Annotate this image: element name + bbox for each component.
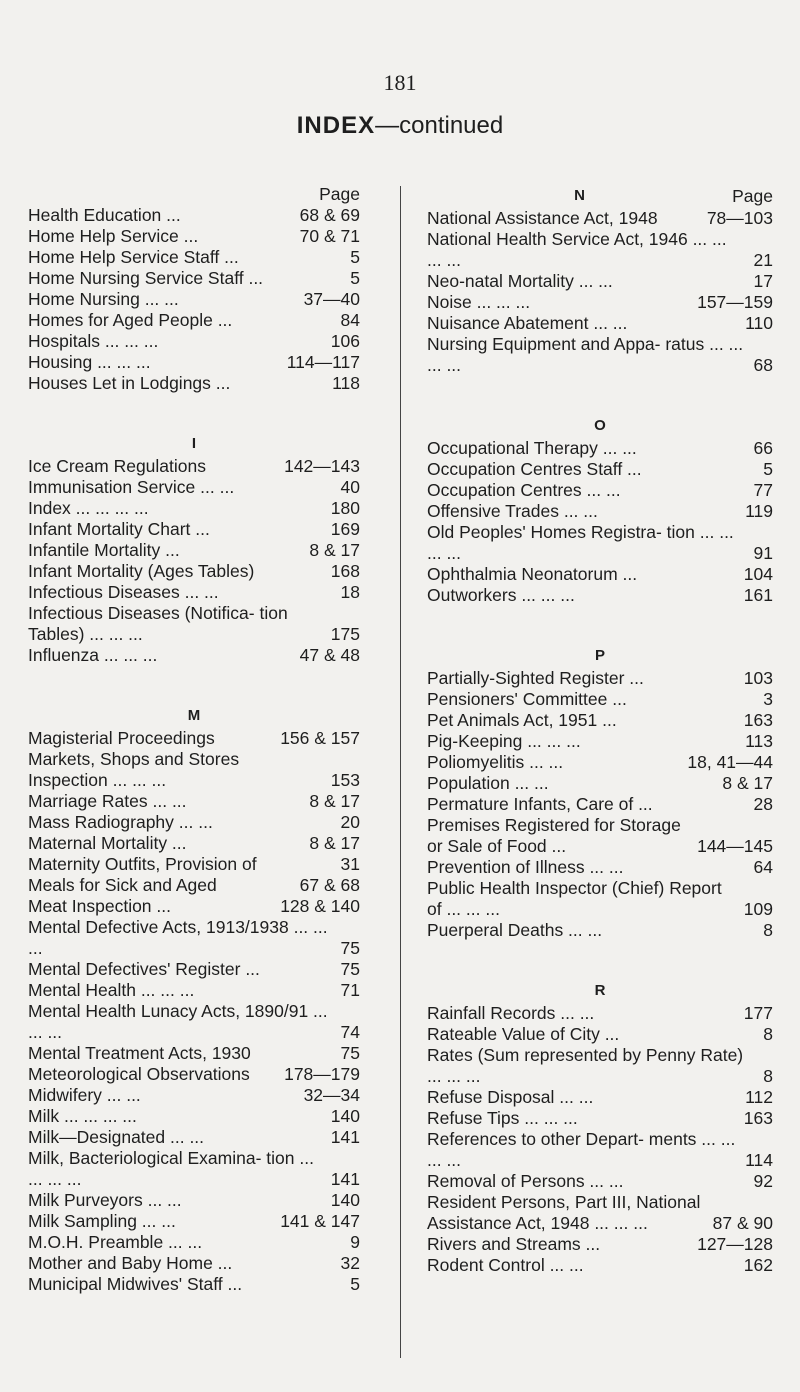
index-entry: [28, 205, 360, 226]
entry-topic: Milk Sampling ... ...: [28, 1211, 176, 1231]
entry-page-ref: 75: [340, 1043, 360, 1063]
entry-page-ref: 140: [330, 1106, 360, 1126]
entry-topic: Neo-natal Mortality ... ...: [427, 271, 613, 291]
index-entry: [28, 1253, 360, 1274]
entry-page-ref: 5: [350, 1274, 360, 1294]
entry-topic: Outworkers ... ... ...: [427, 585, 575, 605]
index-entry: [28, 1274, 360, 1295]
entry-topic: Ice Cream Regulations: [28, 456, 206, 476]
index-entry: [28, 331, 360, 352]
entry-page-ref: 32: [340, 1253, 360, 1273]
section-letter: N: [574, 187, 585, 204]
index-entry: [28, 1148, 360, 1190]
entry-page-ref: 156 & 157: [280, 728, 360, 748]
entry-topic: Hospitals ... ... ...: [28, 331, 159, 351]
entry-page-ref: 163: [743, 1108, 773, 1128]
entry-topic: Markets, Shops and Stores Inspection ... ... ...: [28, 749, 240, 790]
entry-page-ref: 103: [743, 668, 773, 688]
index-entry: [28, 352, 360, 373]
index-entry: [427, 480, 773, 501]
index-entry: [28, 1106, 360, 1127]
entry-page-ref: 68 & 69: [299, 205, 360, 225]
index-entry: [28, 645, 360, 666]
entry-page-ref: 119: [745, 501, 773, 521]
entry-page-ref: 92: [753, 1171, 773, 1191]
index-entry: [427, 1129, 773, 1171]
index-entry: [28, 1043, 360, 1064]
index-entry: [427, 1255, 773, 1276]
entry-topic: Milk—Designated ... ...: [28, 1127, 205, 1147]
entry-topic: Milk Purveyors ... ...: [28, 1190, 182, 1210]
entry-page-ref: 144—145: [697, 836, 773, 856]
entry-page-ref: 153: [330, 770, 360, 790]
index-entry: [28, 1127, 360, 1148]
entry-page-ref: 78—103: [706, 208, 773, 228]
entry-topic: Offensive Trades ... ...: [427, 501, 598, 521]
entry-page-ref: 110: [745, 313, 773, 333]
entry-topic: Mental Treatment Acts, 1930: [28, 1043, 251, 1063]
entry-topic: Pet Animals Act, 1951 ...: [427, 710, 617, 730]
entry-page-ref: 113: [745, 731, 773, 751]
entry-topic: Noise ... ... ...: [427, 292, 531, 312]
entry-topic: Resident Persons, Part III, National Assistance Act, 1948 ... ... ...: [427, 1192, 701, 1233]
index-entry: [427, 229, 773, 271]
index-entry: [28, 749, 360, 791]
entry-topic: References to other Depart- ments ... ... ... ...: [427, 1129, 736, 1170]
left-index-column: [28, 184, 360, 1295]
index-entry: [28, 1190, 360, 1211]
entry-page-ref: 77: [753, 480, 773, 500]
entry-page-ref: 128 & 140: [280, 896, 360, 916]
index-entry: [427, 1087, 773, 1108]
entry-page-ref: 75: [340, 938, 360, 958]
page-column-header: Page: [732, 186, 773, 206]
entry-page-ref: 66: [753, 438, 773, 458]
index-entry: [28, 519, 360, 540]
entry-topic: Rates (Sum represented by Penny Rate) ... ... ...: [427, 1045, 744, 1086]
section-gap: [427, 606, 773, 644]
entry-topic: Infantile Mortality ...: [28, 540, 180, 560]
page-title-continued: —continued: [375, 112, 504, 139]
entry-topic: Poliomyelitis ... ...: [427, 752, 564, 772]
index-entry: [28, 896, 360, 917]
entry-topic: Mass Radiography ... ...: [28, 812, 213, 832]
entry-page-ref: 70 & 71: [299, 226, 360, 246]
entry-page-ref: 21: [753, 250, 773, 270]
entry-topic: Magisterial Proceedings: [28, 728, 215, 748]
entry-page-ref: 31: [340, 854, 360, 874]
section-letter: I: [191, 435, 197, 452]
index-entry: [427, 668, 773, 689]
entry-page-ref: 178—179: [284, 1064, 360, 1084]
entry-page-ref: 8 & 17: [309, 540, 360, 560]
index-entry: [28, 603, 360, 645]
index-entry: [28, 854, 360, 875]
entry-topic: Mental Defective Acts, 1913/1938 ... ... ...: [28, 917, 328, 958]
entry-topic: Infectious Diseases ... ...: [28, 582, 219, 602]
entry-topic: Meals for Sick and Aged: [28, 875, 217, 895]
entry-topic: Meteorological Observations: [28, 1064, 250, 1084]
entry-page-ref: 18: [340, 582, 360, 602]
index-entry: [28, 498, 360, 519]
index-entry: [28, 1085, 360, 1106]
index-entry: [427, 1192, 773, 1234]
entry-page-ref: 104: [743, 564, 773, 584]
index-entry: [427, 1003, 773, 1024]
index-entry: [28, 561, 360, 582]
entry-topic: Occupation Centres Staff ...: [427, 459, 642, 479]
entry-page-ref: 112: [745, 1087, 773, 1107]
entry-page-ref: 168: [330, 561, 360, 581]
entry-topic: Homes for Aged People ...: [28, 310, 233, 330]
index-entry: [427, 1234, 773, 1255]
section-gap: [28, 666, 360, 704]
index-entry: [427, 794, 773, 815]
entry-topic: M.O.H. Preamble ... ...: [28, 1232, 203, 1252]
entry-topic: Maternity Outfits, Provision of: [28, 854, 257, 874]
entry-topic: Milk ... ... ... ...: [28, 1106, 137, 1126]
entry-topic: Milk, Bacteriological Examina- tion ... ... ... ...: [28, 1148, 314, 1189]
entry-page-ref: 74: [340, 1022, 360, 1042]
index-entry: [427, 920, 773, 941]
index-entry: [427, 1108, 773, 1129]
index-entry: [427, 815, 773, 857]
entry-topic: Removal of Persons ... ...: [427, 1171, 624, 1191]
entry-page-ref: 142—143: [284, 456, 360, 476]
entry-topic: Rodent Control ... ...: [427, 1255, 584, 1275]
entry-page-ref: 84: [340, 310, 360, 330]
entry-topic: Influenza ... ... ...: [28, 645, 158, 665]
entry-topic: Puerperal Deaths ... ...: [427, 920, 603, 940]
entry-page-ref: 8: [763, 1066, 773, 1086]
entry-page-ref: 106: [330, 331, 360, 351]
entry-page-ref: 87 & 90: [712, 1213, 773, 1233]
index-entry: [28, 247, 360, 268]
index-entry: [28, 833, 360, 854]
entry-page-ref: 32—34: [303, 1085, 360, 1105]
entry-page-ref: 161: [743, 585, 773, 605]
entry-topic: Public Health Inspector (Chief) Report of ... ... ...: [427, 878, 722, 919]
index-entry: [427, 522, 773, 564]
entry-page-ref: 8 & 17: [309, 833, 360, 853]
index-entry: [427, 710, 773, 731]
index-entry: [427, 1045, 773, 1087]
entry-page-ref: 5: [350, 268, 360, 288]
entry-topic: Mental Health ... ... ...: [28, 980, 195, 1000]
entry-topic: Refuse Disposal ... ...: [427, 1087, 594, 1107]
entry-topic: Rivers and Streams ...: [427, 1234, 601, 1254]
index-entry: [28, 728, 360, 749]
index-entry: [427, 773, 773, 794]
section-gap: [28, 394, 360, 432]
entry-topic: Nuisance Abatement ... ...: [427, 313, 628, 333]
entry-topic: Housing ... ... ...: [28, 352, 151, 372]
entry-page-ref: 40: [340, 477, 360, 497]
entry-topic: Marriage Rates ... ...: [28, 791, 187, 811]
entry-page-ref: 5: [350, 247, 360, 267]
entry-page-ref: 114: [745, 1150, 773, 1170]
section-letter: M: [187, 707, 201, 724]
index-entry: [28, 1232, 360, 1253]
entry-page-ref: 141: [330, 1127, 360, 1147]
section-letter: P: [594, 647, 605, 664]
entry-topic: Health Education ...: [28, 205, 181, 225]
index-entry: [427, 208, 773, 229]
entry-page-ref: 8 & 17: [309, 791, 360, 811]
entry-topic: Premises Registered for Storage or Sale of Food ...: [427, 815, 681, 856]
index-entry: [28, 959, 360, 980]
entry-page-ref: 5: [763, 459, 773, 479]
entry-page-ref: 163: [743, 710, 773, 730]
entry-topic: Mental Defectives' Register ...: [28, 959, 260, 979]
right-index-column: [427, 184, 773, 1276]
index-entry: [427, 271, 773, 292]
index-entry: [427, 752, 773, 773]
entry-page-ref: 118: [332, 373, 360, 393]
entry-topic: Home Nursing Service Staff ...: [28, 268, 264, 288]
entry-topic: Infectious Diseases (Notifica- tion Tables) ... ... ...: [28, 603, 288, 644]
index-entry: [28, 791, 360, 812]
index-entry: [427, 459, 773, 480]
index-entry: [28, 1001, 360, 1043]
index-entry: [427, 564, 773, 585]
entry-page-ref: 17: [753, 271, 773, 291]
index-entry: [28, 289, 360, 310]
entry-topic: Meat Inspection ...: [28, 896, 171, 916]
entry-page-ref: 28: [753, 794, 773, 814]
entry-topic: Maternal Mortality ...: [28, 833, 187, 853]
entry-topic: Mother and Baby Home ...: [28, 1253, 233, 1273]
entry-topic: Old Peoples' Homes Registra- tion ... ... ... ...: [427, 522, 734, 563]
entry-topic: Population ... ...: [427, 773, 549, 793]
index-entry: [427, 292, 773, 313]
entry-topic: Home Help Service ...: [28, 226, 199, 246]
section-gap: [427, 941, 773, 979]
entry-page-ref: 37—40: [303, 289, 360, 309]
index-entry: [427, 585, 773, 606]
index-entry: [28, 373, 360, 394]
index-entry: [28, 980, 360, 1001]
entry-topic: Prevention of Illness ... ...: [427, 857, 624, 877]
entry-page-ref: 68: [753, 355, 773, 375]
page-column-header: Page: [319, 184, 360, 204]
entry-page-ref: 47 & 48: [299, 645, 360, 665]
entry-page-ref: 8 & 17: [722, 773, 773, 793]
entry-topic: National Assistance Act, 1948: [427, 208, 658, 228]
entry-topic: Home Help Service Staff ...: [28, 247, 239, 267]
index-entry: [28, 812, 360, 833]
section-gap: [427, 376, 773, 414]
index-entry: [427, 501, 773, 522]
index-entry: [427, 689, 773, 710]
entry-page-ref: 20: [340, 812, 360, 832]
entry-page-ref: 141: [330, 1169, 360, 1189]
entry-topic: Partially-Sighted Register ...: [427, 668, 644, 688]
entry-topic: Rateable Value of City ...: [427, 1024, 620, 1044]
entry-topic: Occupation Centres ... ...: [427, 480, 621, 500]
entry-topic: Ophthalmia Neonatorum ...: [427, 564, 638, 584]
entry-page-ref: 140: [330, 1190, 360, 1210]
entry-page-ref: 109: [743, 899, 773, 919]
section-header-row: [427, 184, 773, 208]
entry-topic: Pensioners' Committee ...: [427, 689, 627, 709]
index-entry: [28, 917, 360, 959]
entry-page-ref: 141 & 147: [280, 1211, 360, 1231]
index-entry: [28, 875, 360, 896]
entry-page-ref: 180: [330, 498, 360, 518]
entry-page-ref: 67 & 68: [299, 875, 360, 895]
entry-topic: Infant Mortality Chart ...: [28, 519, 210, 539]
entry-page-ref: 64: [753, 857, 773, 877]
entry-topic: Rainfall Records ... ...: [427, 1003, 595, 1023]
index-entry: [28, 268, 360, 289]
page-title-main: INDEX: [296, 112, 376, 139]
entry-page-ref: 3: [763, 689, 773, 709]
entry-page-ref: 114—117: [286, 352, 360, 372]
index-entry: [28, 540, 360, 561]
entry-page-ref: 162: [743, 1255, 773, 1275]
index-entry: [28, 1211, 360, 1232]
entry-topic: Mental Health Lunacy Acts, 1890/91 ... ... ...: [28, 1001, 328, 1042]
entry-page-ref: 75: [340, 959, 360, 979]
index-entry: [427, 857, 773, 878]
index-entry: [427, 878, 773, 920]
index-entry: [28, 226, 360, 247]
index-entry: [427, 313, 773, 334]
entry-page-ref: 169: [330, 519, 360, 539]
entry-page-ref: 71: [340, 980, 360, 1000]
index-entry: [28, 310, 360, 331]
section-letter: R: [594, 982, 606, 999]
section-letter: O: [594, 417, 606, 434]
entry-page-ref: 8: [763, 1024, 773, 1044]
entry-topic: Occupational Therapy ... ...: [427, 438, 637, 458]
page-title: [0, 112, 800, 140]
entry-topic: Permature Infants, Care of ...: [427, 794, 653, 814]
entry-topic: Midwifery ... ...: [28, 1085, 141, 1105]
entry-page-ref: 175: [330, 624, 360, 644]
entry-topic: Infant Mortality (Ages Tables): [28, 561, 255, 581]
column-divider: [400, 186, 401, 1358]
entry-topic: Home Nursing ... ...: [28, 289, 179, 309]
entry-page-ref: 9: [350, 1232, 360, 1252]
index-entry: [427, 1171, 773, 1192]
index-entry: [28, 582, 360, 603]
entry-topic: National Health Service Act, 1946 ... ... ... ...: [427, 229, 727, 270]
index-entry: [427, 438, 773, 459]
index-entry: [28, 477, 360, 498]
entry-topic: Nursing Equipment and Appa- ratus ... ... ... ...: [427, 334, 744, 375]
entry-page-ref: 157—159: [697, 292, 773, 312]
page-number: 181: [383, 70, 417, 95]
index-entry: [427, 334, 773, 376]
entry-topic: Pig-Keeping ... ... ...: [427, 731, 581, 751]
entry-page-ref: 127—128: [697, 1234, 773, 1254]
entry-page-ref: 91: [753, 543, 773, 563]
entry-topic: Municipal Midwives' Staff ...: [28, 1274, 243, 1294]
entry-topic: Immunisation Service ... ...: [28, 477, 235, 497]
index-entry: [427, 731, 773, 752]
entry-page-ref: 8: [763, 920, 773, 940]
entry-topic: Houses Let in Lodgings ...: [28, 373, 231, 393]
entry-page-ref: 18, 41—44: [687, 752, 773, 772]
entry-topic: Refuse Tips ... ... ...: [427, 1108, 578, 1128]
entry-topic: Index ... ... ... ...: [28, 498, 149, 518]
entry-page-ref: 177: [743, 1003, 773, 1023]
index-entry: [28, 456, 360, 477]
index-entry: [427, 1024, 773, 1045]
index-entry: [28, 1064, 360, 1085]
